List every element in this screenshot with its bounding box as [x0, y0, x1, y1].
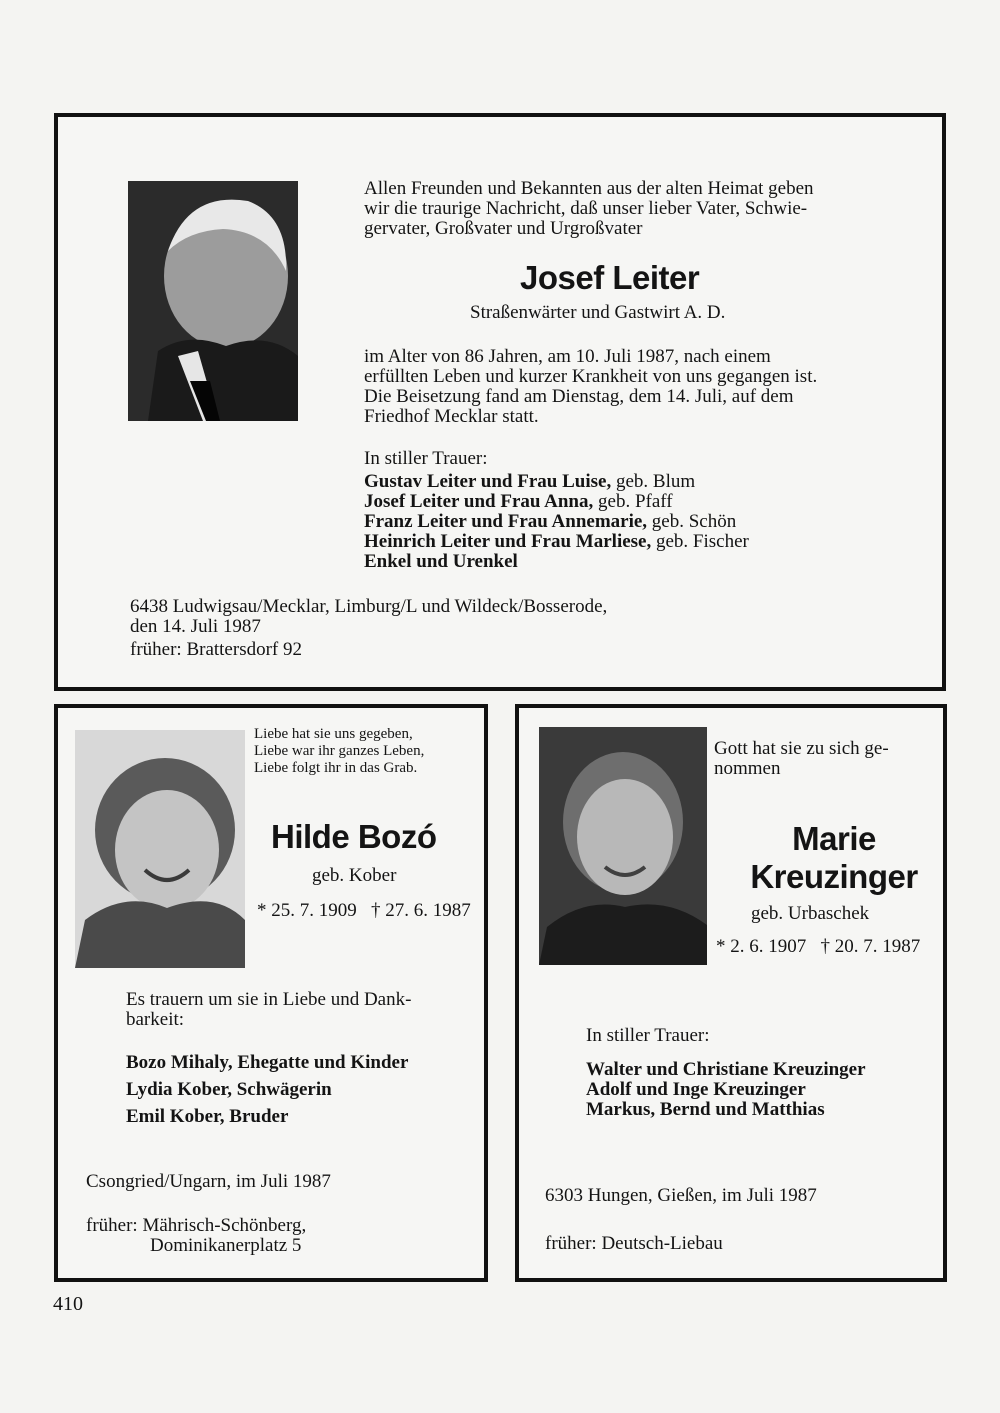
portrait-photo-marie-kreuzinger: [539, 727, 707, 965]
family-member: Bozo Mihaly, Ehegatte und Kinder: [126, 1052, 409, 1073]
place-and-date: 6438 Ludwigsau/Mecklar, Limburg/L und Wildeck/Bosserode, den 14. Juli 1987 früher: Brattersdorf 92: [130, 596, 608, 660]
family-member: Adolf und Inge Kreuzinger: [586, 1079, 806, 1100]
portrait-photo-josef-leiter: [128, 181, 298, 421]
occupation: Straßenwärter und Gastwirt A. D.: [470, 302, 726, 323]
obituary-hilde-bozo: [54, 704, 488, 1282]
verse: Gott hat sie zu sich ge- nommen: [714, 738, 889, 779]
life-dates: * 25. 7. 1909 † 27. 6. 1987: [257, 900, 471, 921]
family-member: Lydia Kober, Schwägerin: [126, 1079, 332, 1100]
obituary-josef-leiter: [54, 113, 946, 691]
place-and-date: Csongried/Ungarn, im Juli 1987: [86, 1171, 331, 1192]
intro-text: Allen Freunden und Bekannten aus der alten Heimat geben wir die traurige Nachricht, daß unser lieber Vater, Schwie- gervater, Großvater und Urgroßvater: [364, 178, 814, 239]
page-number: 410: [53, 1293, 83, 1315]
family-member: Markus, Bernd und Matthias: [586, 1099, 825, 1120]
family-list: [364, 472, 749, 572]
deceased-name: Hilde Bozó: [271, 818, 437, 855]
life-dates: * 2. 6. 1907 † 20. 7. 1987: [716, 936, 921, 957]
family-member: Enkel und Urenkel: [364, 551, 518, 572]
family-member: Josef Leiter und Frau Anna, geb. Pfaff: [364, 491, 673, 512]
death-announcement: im Alter von 86 Jahren, am 10. Juli 1987, nach einem erfüllten Leben und kurzer Krankheit von uns gegangen ist. Die Beisetzung fand am Dienstag, dem 14. Juli, auf dem Friedhof Mecklar statt.: [364, 346, 818, 427]
family-member: Gustav Leiter und Frau Luise, geb. Blum: [364, 471, 696, 492]
family-list: [126, 1049, 408, 1130]
former-address: früher: Mährisch-Schönberg, Dominikanerplatz 5: [86, 1215, 307, 1256]
mourning-text: Es trauern um sie in Liebe und Dank- barkeit:: [126, 989, 412, 1030]
mourning-label: In stiller Trauer:: [586, 1025, 710, 1046]
verse: Liebe hat sie uns gegeben, Liebe war ihr ganzes Leben, Liebe folgt ihr in das Grab.: [254, 726, 425, 776]
mourning-label: In stiller Trauer:: [364, 448, 488, 469]
former-address: früher: Deutsch-Liebau: [545, 1233, 723, 1254]
family-member: Walter und Christiane Kreuzinger: [586, 1059, 866, 1080]
maiden-name: geb. Kober: [312, 865, 397, 886]
family-member: Franz Leiter und Frau Annemarie, geb. Schön: [364, 511, 737, 532]
place-and-date: 6303 Hungen, Gießen, im Juli 1987: [545, 1185, 817, 1206]
family-member: Emil Kober, Bruder: [126, 1106, 289, 1127]
deceased-name: Josef Leiter: [520, 259, 700, 296]
family-member: Heinrich Leiter und Frau Marliese, geb. Fischer: [364, 531, 749, 552]
deceased-name: Marie Kreuzinger: [750, 820, 918, 895]
portrait-photo-hilde-bozo: [75, 730, 245, 968]
obituary-marie-kreuzinger: [515, 704, 947, 1282]
family-list: [586, 1060, 866, 1120]
maiden-name: geb. Urbaschek: [751, 903, 870, 924]
